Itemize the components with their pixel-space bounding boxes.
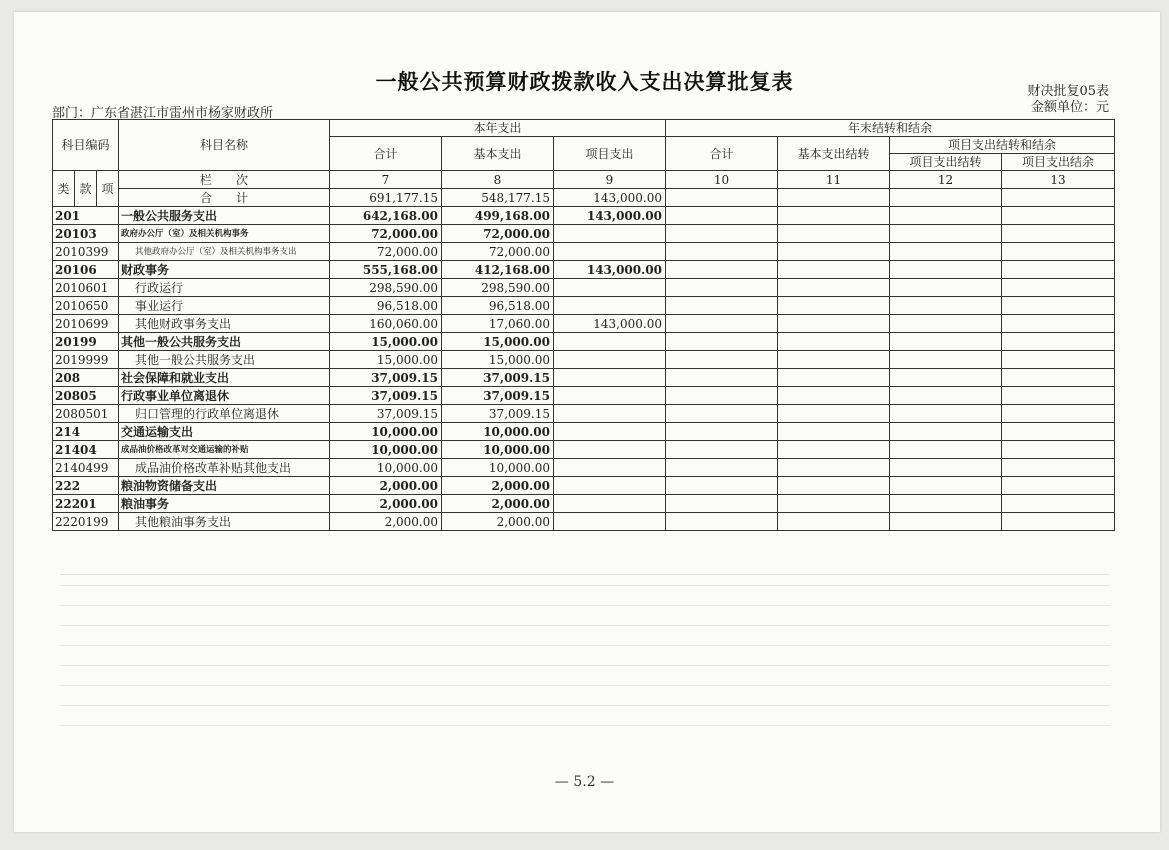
budget-table bbox=[52, 119, 1115, 531]
col-index: 9 bbox=[554, 171, 666, 189]
row-empty-cell bbox=[1002, 261, 1115, 279]
row-name: 社会保障和就业支出 bbox=[119, 369, 330, 387]
header-name: 科目名称 bbox=[119, 120, 330, 171]
form-number: 财决批复05表 bbox=[1027, 84, 1109, 99]
row-basic: 10,000.00 bbox=[442, 441, 554, 459]
row-code: 201 bbox=[53, 207, 119, 225]
row-empty-cell bbox=[1002, 315, 1115, 333]
header-proj-carry: 项目支出结转 bbox=[890, 154, 1002, 171]
row-basic: 15,000.00 bbox=[442, 351, 554, 369]
row-empty-cell bbox=[778, 441, 890, 459]
column-index-label: 栏 次 bbox=[119, 171, 330, 189]
grand-total-sum: 691,177.15 bbox=[330, 189, 442, 207]
row-empty-cell bbox=[778, 243, 890, 261]
table-row bbox=[53, 441, 1115, 459]
row-empty-cell bbox=[666, 225, 778, 243]
row-code: 2010650 bbox=[53, 297, 119, 315]
header-lei: 类 bbox=[53, 171, 75, 207]
header-basic-carry: 基本支出结转 bbox=[778, 137, 890, 171]
row-project: 143,000.00 bbox=[554, 315, 666, 333]
row-project bbox=[554, 513, 666, 531]
row-name: 粮油事务 bbox=[119, 495, 330, 513]
row-empty-cell bbox=[778, 405, 890, 423]
row-empty-cell bbox=[890, 279, 1002, 297]
row-total: 10,000.00 bbox=[330, 459, 442, 477]
row-name: 一般公共服务支出 bbox=[119, 207, 330, 225]
table-row bbox=[53, 207, 1115, 225]
table-row bbox=[53, 423, 1115, 441]
header-current-year: 本年支出 bbox=[330, 120, 666, 137]
row-empty-cell bbox=[666, 495, 778, 513]
row-empty-cell bbox=[890, 351, 1002, 369]
table-row bbox=[53, 315, 1115, 333]
row-basic: 412,168.00 bbox=[442, 261, 554, 279]
row-empty-cell bbox=[778, 333, 890, 351]
row-code: 2080501 bbox=[53, 405, 119, 423]
col-index: 8 bbox=[442, 171, 554, 189]
row-project bbox=[554, 441, 666, 459]
row-project bbox=[554, 351, 666, 369]
row-name: 其他粮油事务支出 bbox=[119, 513, 330, 531]
header-ye-total: 合计 bbox=[666, 137, 778, 171]
row-empty-cell bbox=[666, 477, 778, 495]
row-total: 72,000.00 bbox=[330, 225, 442, 243]
row-basic: 10,000.00 bbox=[442, 423, 554, 441]
row-empty-cell bbox=[778, 261, 890, 279]
header-total: 合计 bbox=[330, 137, 442, 171]
row-empty-cell bbox=[778, 351, 890, 369]
table-row bbox=[53, 351, 1115, 369]
table-row bbox=[53, 405, 1115, 423]
row-basic: 96,518.00 bbox=[442, 297, 554, 315]
row-empty-cell bbox=[1002, 207, 1115, 225]
header-basic: 基本支出 bbox=[442, 137, 554, 171]
row-empty-cell bbox=[890, 441, 1002, 459]
col-index: 11 bbox=[778, 171, 890, 189]
table-row bbox=[53, 459, 1115, 477]
row-empty-cell bbox=[778, 225, 890, 243]
row-project bbox=[554, 297, 666, 315]
header-xiang: 项 bbox=[97, 171, 119, 207]
row-empty-cell bbox=[1002, 225, 1115, 243]
row-empty-cell bbox=[666, 423, 778, 441]
table-row bbox=[53, 495, 1115, 513]
row-empty-cell bbox=[890, 207, 1002, 225]
row-total: 10,000.00 bbox=[330, 423, 442, 441]
row-basic: 17,060.00 bbox=[442, 315, 554, 333]
row-project bbox=[554, 405, 666, 423]
row-basic: 10,000.00 bbox=[442, 459, 554, 477]
row-name: 财政事务 bbox=[119, 261, 330, 279]
page-number: — 5.2 — bbox=[554, 774, 615, 790]
row-empty-cell bbox=[1002, 243, 1115, 261]
row-code: 2140499 bbox=[53, 459, 119, 477]
row-empty-cell bbox=[666, 513, 778, 531]
row-empty-cell bbox=[778, 369, 890, 387]
row-empty-cell bbox=[1002, 297, 1115, 315]
row-empty-cell bbox=[778, 315, 890, 333]
table-row bbox=[53, 279, 1115, 297]
row-project bbox=[554, 459, 666, 477]
row-name: 事业运行 bbox=[119, 297, 330, 315]
row-basic: 37,009.15 bbox=[442, 369, 554, 387]
row-empty-cell bbox=[666, 441, 778, 459]
row-empty-cell bbox=[890, 315, 1002, 333]
row-empty-cell bbox=[890, 297, 1002, 315]
col-index: 12 bbox=[890, 171, 1002, 189]
row-code: 21404 bbox=[53, 441, 119, 459]
header-project: 项目支出 bbox=[554, 137, 666, 171]
row-empty-cell bbox=[1002, 459, 1115, 477]
row-basic: 298,590.00 bbox=[442, 279, 554, 297]
row-empty-cell bbox=[1002, 513, 1115, 531]
department-label: 部门：广东省湛江市雷州市杨家财政所 bbox=[52, 106, 274, 121]
row-empty-cell bbox=[890, 513, 1002, 531]
row-empty-cell bbox=[1002, 423, 1115, 441]
table-row bbox=[53, 243, 1115, 261]
table-row bbox=[53, 333, 1115, 351]
amount-unit: 金额单位：元 bbox=[1030, 100, 1109, 115]
row-total: 10,000.00 bbox=[330, 441, 442, 459]
row-empty-cell bbox=[890, 423, 1002, 441]
row-empty-cell bbox=[890, 405, 1002, 423]
row-empty-cell bbox=[890, 369, 1002, 387]
row-project bbox=[554, 477, 666, 495]
row-project bbox=[554, 225, 666, 243]
row-total: 72,000.00 bbox=[330, 243, 442, 261]
row-empty-cell bbox=[778, 279, 890, 297]
row-empty-cell bbox=[666, 387, 778, 405]
row-code: 20103 bbox=[53, 225, 119, 243]
row-empty-cell bbox=[666, 315, 778, 333]
table-row bbox=[53, 387, 1115, 405]
row-empty-cell bbox=[778, 477, 890, 495]
row-project bbox=[554, 279, 666, 297]
grand-total-label: 合 计 bbox=[119, 189, 330, 207]
grand-total-project: 143,000.00 bbox=[554, 189, 666, 207]
row-empty-cell bbox=[666, 261, 778, 279]
row-empty-cell bbox=[778, 297, 890, 315]
row-name: 归口管理的行政单位离退休 bbox=[119, 405, 330, 423]
col-index: 10 bbox=[666, 171, 778, 189]
row-total: 642,168.00 bbox=[330, 207, 442, 225]
header-kuan: 款 bbox=[75, 171, 97, 207]
row-total: 37,009.15 bbox=[330, 369, 442, 387]
row-empty-cell bbox=[1002, 495, 1115, 513]
col-index: 7 bbox=[330, 171, 442, 189]
row-code: 222 bbox=[53, 477, 119, 495]
table-row bbox=[53, 297, 1115, 315]
header-year-end: 年末结转和结余 bbox=[666, 120, 1115, 137]
row-name: 其他一般公共服务支出 bbox=[119, 333, 330, 351]
row-name: 成品油价格改革补贴其他支出 bbox=[119, 459, 330, 477]
header-code: 科目编码 bbox=[53, 120, 119, 171]
row-empty-cell bbox=[778, 387, 890, 405]
row-empty-cell bbox=[890, 477, 1002, 495]
row-name: 其他财政事务支出 bbox=[119, 315, 330, 333]
row-empty-cell bbox=[1002, 387, 1115, 405]
row-empty-cell bbox=[778, 207, 890, 225]
grand-total-basic: 548,177.15 bbox=[442, 189, 554, 207]
row-empty-cell bbox=[1002, 279, 1115, 297]
row-code: 20199 bbox=[53, 333, 119, 351]
row-total: 96,518.00 bbox=[330, 297, 442, 315]
row-name: 其他政府办公厅（室）及相关机构事务支出 bbox=[119, 243, 330, 261]
row-empty-cell bbox=[778, 495, 890, 513]
row-code: 2010399 bbox=[53, 243, 119, 261]
row-basic: 37,009.15 bbox=[442, 387, 554, 405]
table-row bbox=[53, 369, 1115, 387]
row-empty-cell bbox=[666, 297, 778, 315]
row-empty-cell bbox=[666, 459, 778, 477]
row-basic: 37,009.15 bbox=[442, 405, 554, 423]
row-project bbox=[554, 243, 666, 261]
table-row bbox=[53, 261, 1115, 279]
row-empty-cell bbox=[1002, 441, 1115, 459]
bleed-through-lines bbox=[60, 574, 1110, 735]
row-name: 行政运行 bbox=[119, 279, 330, 297]
row-empty-cell bbox=[666, 333, 778, 351]
row-total: 15,000.00 bbox=[330, 333, 442, 351]
row-empty-cell bbox=[1002, 477, 1115, 495]
row-empty-cell bbox=[890, 243, 1002, 261]
row-code: 20106 bbox=[53, 261, 119, 279]
row-empty-cell bbox=[890, 495, 1002, 513]
row-project bbox=[554, 369, 666, 387]
row-empty-cell bbox=[890, 261, 1002, 279]
row-project bbox=[554, 423, 666, 441]
row-empty-cell bbox=[1002, 333, 1115, 351]
row-total: 160,060.00 bbox=[330, 315, 442, 333]
row-basic: 2,000.00 bbox=[442, 477, 554, 495]
row-empty-cell bbox=[666, 279, 778, 297]
row-code: 20805 bbox=[53, 387, 119, 405]
row-name: 交通运输支出 bbox=[119, 423, 330, 441]
row-code: 214 bbox=[53, 423, 119, 441]
row-name: 成品油价格改革对交通运输的补贴 bbox=[119, 441, 330, 459]
row-code: 2019999 bbox=[53, 351, 119, 369]
row-total: 15,000.00 bbox=[330, 351, 442, 369]
row-project bbox=[554, 333, 666, 351]
row-total: 2,000.00 bbox=[330, 495, 442, 513]
row-total: 2,000.00 bbox=[330, 513, 442, 531]
row-basic: 15,000.00 bbox=[442, 333, 554, 351]
row-empty-cell bbox=[778, 423, 890, 441]
row-basic: 72,000.00 bbox=[442, 243, 554, 261]
row-total: 37,009.15 bbox=[330, 387, 442, 405]
row-code: 2010699 bbox=[53, 315, 119, 333]
row-project: 143,000.00 bbox=[554, 261, 666, 279]
row-total: 2,000.00 bbox=[330, 477, 442, 495]
table-row bbox=[53, 477, 1115, 495]
header-proj-carry-group: 项目支出结转和结余 bbox=[890, 137, 1115, 154]
row-name: 政府办公厅（室）及相关机构事务 bbox=[119, 225, 330, 243]
row-empty-cell bbox=[890, 387, 1002, 405]
page-title: 一般公共预算财政拨款收入支出决算批复表 bbox=[375, 69, 794, 94]
row-total: 37,009.15 bbox=[330, 405, 442, 423]
row-empty-cell bbox=[666, 243, 778, 261]
row-empty-cell bbox=[778, 513, 890, 531]
col-index: 13 bbox=[1002, 171, 1115, 189]
table-row bbox=[53, 513, 1115, 531]
row-empty-cell bbox=[1002, 351, 1115, 369]
row-project: 143,000.00 bbox=[554, 207, 666, 225]
row-total: 298,590.00 bbox=[330, 279, 442, 297]
row-project bbox=[554, 387, 666, 405]
row-empty-cell bbox=[1002, 405, 1115, 423]
row-project bbox=[554, 495, 666, 513]
row-basic: 2,000.00 bbox=[442, 513, 554, 531]
row-code: 208 bbox=[53, 369, 119, 387]
row-total: 555,168.00 bbox=[330, 261, 442, 279]
row-empty-cell bbox=[666, 405, 778, 423]
row-basic: 499,168.00 bbox=[442, 207, 554, 225]
row-code: 2010601 bbox=[53, 279, 119, 297]
row-empty-cell bbox=[666, 351, 778, 369]
row-basic: 2,000.00 bbox=[442, 495, 554, 513]
row-empty-cell bbox=[778, 459, 890, 477]
row-name: 其他一般公共服务支出 bbox=[119, 351, 330, 369]
row-code: 22201 bbox=[53, 495, 119, 513]
row-empty-cell bbox=[890, 333, 1002, 351]
row-empty-cell bbox=[890, 459, 1002, 477]
row-empty-cell bbox=[666, 207, 778, 225]
row-empty-cell bbox=[1002, 369, 1115, 387]
row-empty-cell bbox=[666, 369, 778, 387]
row-basic: 72,000.00 bbox=[442, 225, 554, 243]
row-name: 粮油物资储备支出 bbox=[119, 477, 330, 495]
table-row bbox=[53, 225, 1115, 243]
header-proj-surplus: 项目支出结余 bbox=[1002, 154, 1115, 171]
row-code: 2220199 bbox=[53, 513, 119, 531]
row-name: 行政事业单位离退休 bbox=[119, 387, 330, 405]
row-empty-cell bbox=[890, 225, 1002, 243]
